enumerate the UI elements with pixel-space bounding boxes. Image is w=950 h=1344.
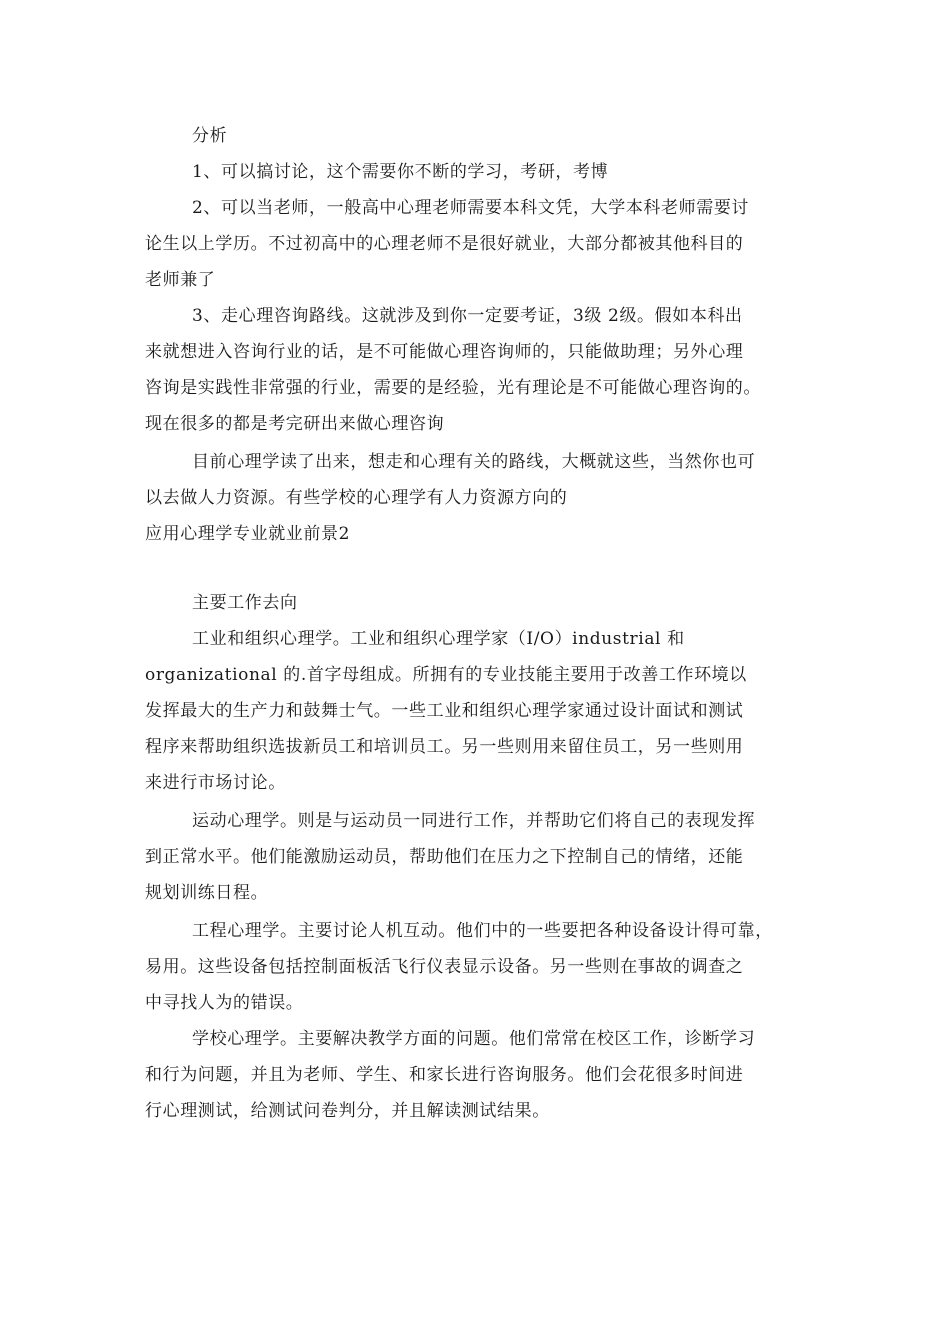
paragraph-line: 老师兼了 (145, 270, 216, 290)
paragraph-line: 易用。这些设备包括控制面板活飞行仪表显示设备。另一些则在事故的调查之 (145, 957, 744, 977)
paragraph-line: organizational 的.首字母组成。所拥有的专业技能主要用于改善工作环境以 (145, 665, 747, 685)
paragraph-line: 1、可以搞讨论，这个需要你不断的学习，考研，考博 (192, 162, 609, 182)
paragraph-line: 来进行市场讨论。 (145, 773, 286, 793)
paragraph-line: 学校心理学。主要解决教学方面的问题。他们常常在校区工作，诊断学习 (192, 1029, 756, 1049)
paragraph-line: 2、可以当老师，一般高中心理老师需要本科文凭，大学本科老师需要讨 (192, 198, 750, 218)
paragraph-line: 工业和组织心理学。工业和组织心理学家（I/O）industrial 和 (192, 629, 685, 649)
paragraph-line: 咨询是实践性非常强的行业，需要的是经验，光有理论是不可能做心理咨询的。 (145, 378, 761, 398)
paragraph-line: 中寻找人为的错误。 (145, 993, 304, 1013)
paragraph-line: 分析 (192, 126, 228, 146)
paragraph-line: 运动心理学。则是与运动员一同进行工作，并帮助它们将自己的表现发挥 (192, 811, 756, 831)
paragraph-line: 到正常水平。他们能激励运动员，帮助他们在压力之下控制自己的情绪，还能 (145, 847, 744, 867)
paragraph-line: 程序来帮助组织选拔新员工和培训员工。另一些则用来留住员工，另一些则用 (145, 737, 744, 757)
paragraph-line: 来就想进入咨询行业的话，是不可能做心理咨询师的，只能做助理；另外心理 (145, 342, 744, 362)
subheading: 主要工作去向 (192, 593, 298, 613)
paragraph-line: 行心理测试，给测试问卷判分，并且解读测试结果。 (145, 1101, 550, 1121)
paragraph-line: 现在很多的都是考完研出来做心理咨询 (145, 414, 445, 434)
paragraph-line: 论生以上学历。不过初高中的心理老师不是很好就业，大部分都被其他科目的 (145, 234, 744, 254)
paragraph-line: 以去做人力资源。有些学校的心理学有人力资源方向的 (145, 488, 568, 508)
paragraph-line: 和行为问题，并且为老师、学生、和家长进行咨询服务。他们会花很多时间进 (145, 1065, 744, 1085)
section-heading: 应用心理学专业就业前景2 (145, 524, 351, 544)
paragraph-line: 规划训练日程。 (145, 883, 269, 903)
paragraph-line: 发挥最大的生产力和鼓舞士气。一些工业和组织心理学家通过设计面试和测试 (145, 701, 744, 721)
paragraph-line: 3、走心理咨询路线。这就涉及到你一定要考证，3级 2级。假如本科出 (192, 306, 743, 326)
paragraph-line: 工程心理学。主要讨论人机互动。他们中的一些要把各种设备设计得可靠， (192, 921, 773, 941)
paragraph-line: 目前心理学读了出来，想走和心理有关的路线，大概就这些，当然你也可 (192, 452, 756, 472)
